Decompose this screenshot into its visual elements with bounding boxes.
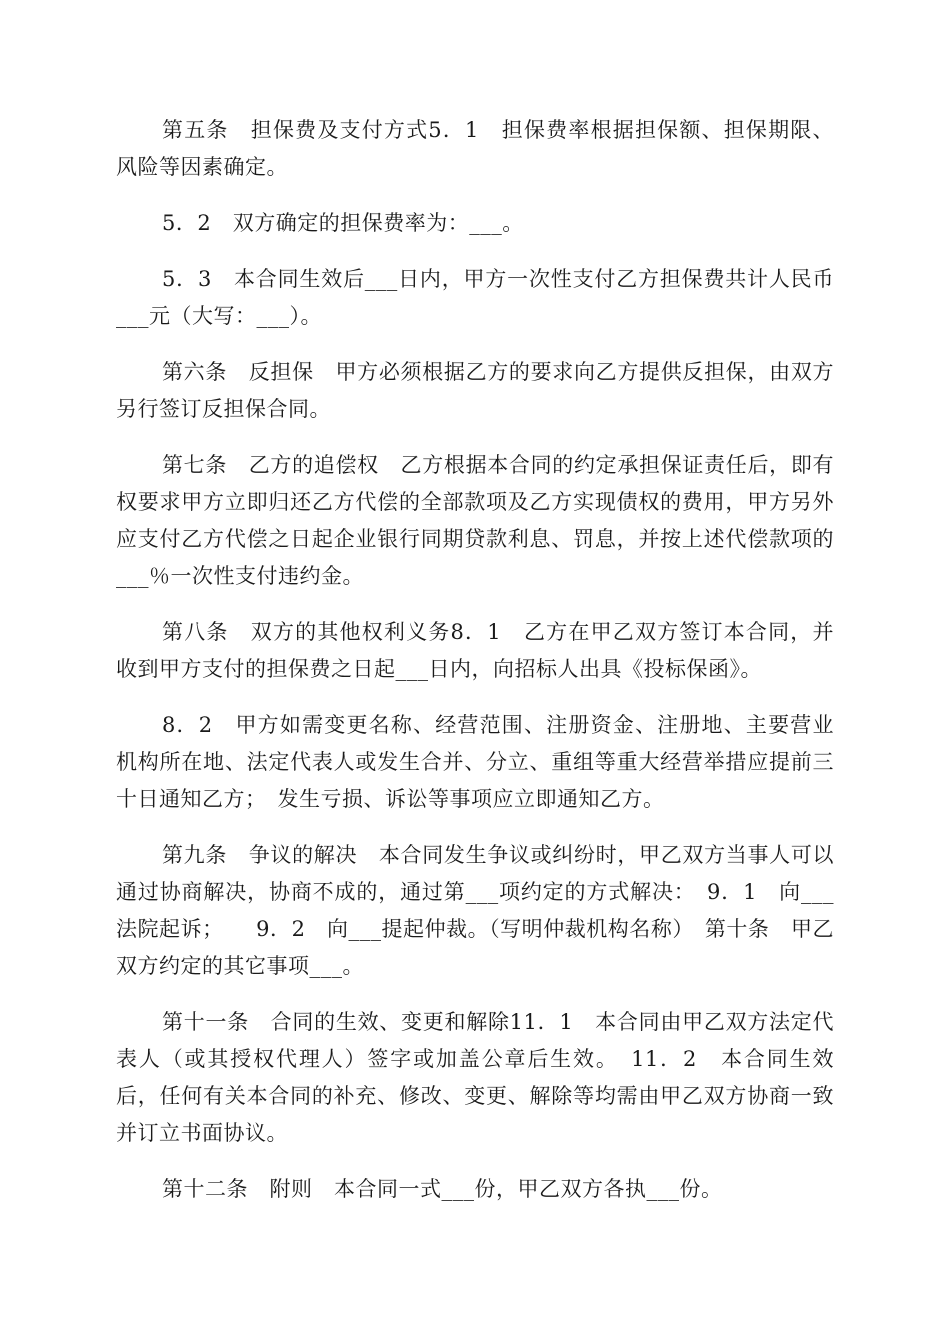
paragraph-article-5-3: 5．3 本合同生效后___日内，甲方一次性支付乙方担保费共计人民币___元（大写：___）。 — [116, 267, 834, 328]
paragraph-article-6: 第六条 反担保 甲方必须根据乙方的要求向乙方提供反担保，由双方另行签订反担保合同。 — [116, 360, 834, 421]
paragraph-article-8-2: 8．2 甲方如需变更名称、经营范围、注册资金、注册地、主要营业机构所在地、法定代表人或发生合并、分立、重组等重大经营举措应提前三十日通知乙方； 发生亏损、诉讼等事项应立即通知乙方。 — [116, 713, 834, 811]
paragraph-article-5: 第五条 担保费及支付方式5．1 担保费率根据担保额、担保期限、风险等因素确定。 — [116, 118, 834, 179]
paragraph-article-11: 第十一条 合同的生效、变更和解除11．1 本合同由甲乙双方法定代表人（或其授权代理人）签字或加盖公章后生效。 11．2 本合同生效后，任何有关本合同的补充、修改、变更、解除等均需由甲乙双方协商一致并订立书面协议。 — [116, 1010, 834, 1145]
document-body — [116, 112, 834, 1227]
paragraph-article-5-2: 5．2 双方确定的担保费率为：___。 — [162, 211, 524, 235]
paragraph-article-7: 第七条 乙方的追偿权 乙方根据本合同的约定承担保证责任后，即有权要求甲方立即归还乙方代偿的全部款项及乙方实现债权的费用，甲方另外应支付乙方代偿之日起企业银行同期贷款利息、罚息，并按上述代偿款项的___％一次性支付违约金。 — [116, 453, 834, 588]
paragraph-article-8: 第八条 双方的其他权利义务8．1 乙方在甲乙双方签订本合同，并收到甲方支付的担保费之日起___日内，向招标人出具《投标保函》。 — [116, 620, 834, 681]
paragraph-article-9: 第九条 争议的解决 本合同发生争议或纠纷时，甲乙双方当事人可以通过协商解决，协商不成的，通过第___项约定的方式解决： 9．1 向___法院起诉； 9．2 向___提起仲裁。（写明仲裁机构名称） 第十条 甲乙双方约定的其它事项___。 — [116, 843, 834, 978]
paragraph-article-12: 第十二条 附则 本合同一式___份，甲乙双方各执___份。 — [162, 1177, 723, 1201]
